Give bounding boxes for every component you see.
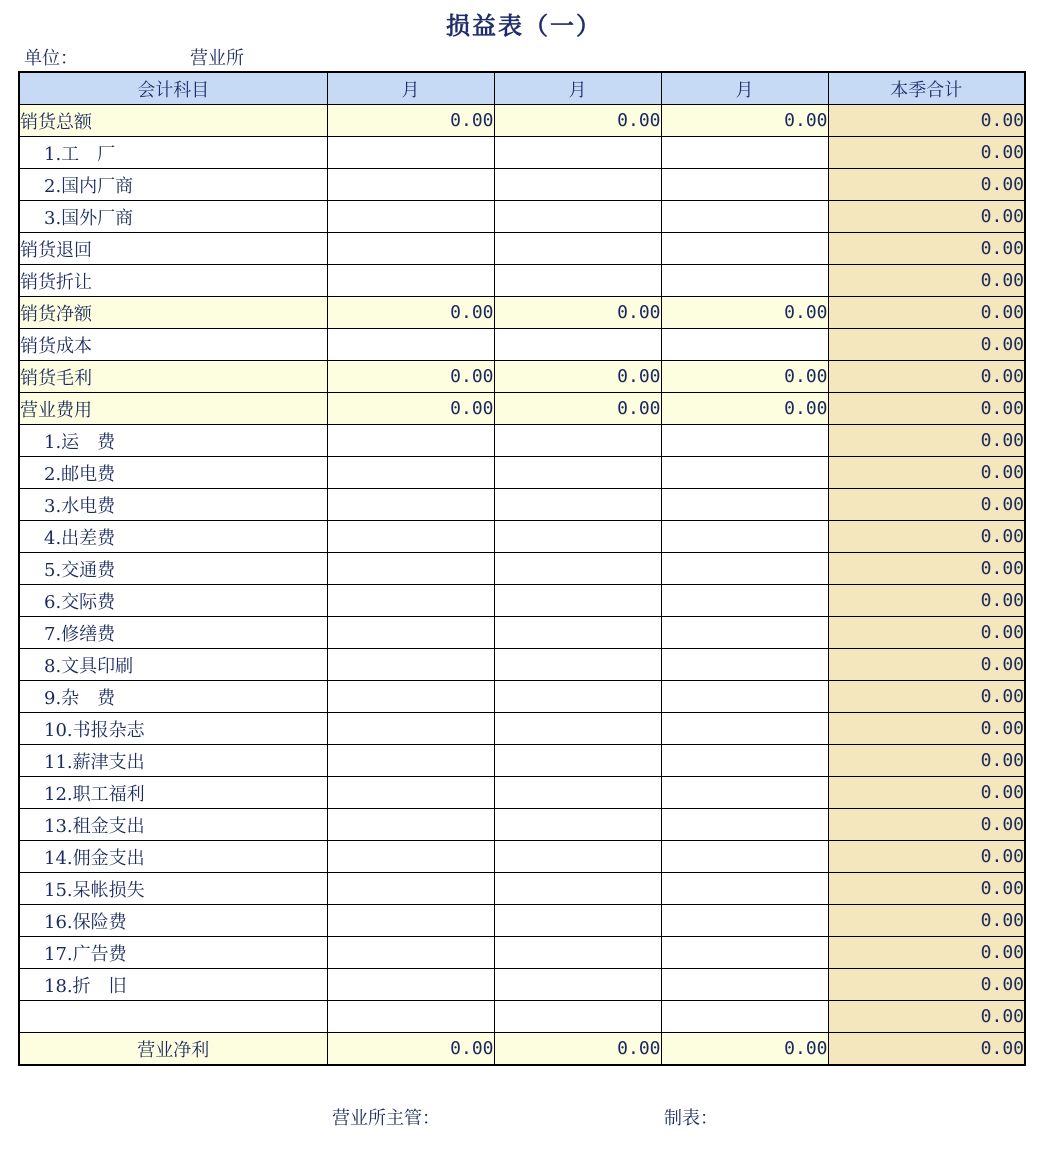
quarter-total-cell[interactable]: 0.00: [828, 361, 1025, 393]
month-2-cell[interactable]: [494, 713, 661, 745]
quarter-total-cell[interactable]: 0.00: [828, 1001, 1025, 1033]
preparer-signature-label: 制表：: [664, 1108, 718, 1129]
month-2-cell[interactable]: [494, 873, 661, 905]
month-3-cell[interactable]: [661, 457, 828, 489]
month-3-cell[interactable]: [661, 425, 828, 457]
table-row: [19, 617, 1025, 649]
month-2-cell[interactable]: 0.00: [494, 361, 661, 393]
account-cell[interactable]: 1.运 费: [19, 425, 327, 457]
header-quarter-total[interactable]: 本季合计: [828, 72, 1025, 105]
quarter-total-cell[interactable]: 0.00: [828, 233, 1025, 265]
month-2-cell[interactable]: 0.00: [494, 1033, 661, 1066]
quarter-total-cell[interactable]: 0.00: [828, 745, 1025, 777]
quarter-total-cell[interactable]: 0.00: [828, 777, 1025, 809]
quarter-total-cell[interactable]: 0.00: [828, 617, 1025, 649]
month-2-cell[interactable]: [494, 617, 661, 649]
quarter-total-cell[interactable]: 0.00: [828, 585, 1025, 617]
account-cell[interactable]: 2.邮电费: [19, 457, 327, 489]
quarter-total-cell[interactable]: 0.00: [828, 201, 1025, 233]
account-cell[interactable]: 3.国外厂商: [19, 201, 327, 233]
quarter-total-cell[interactable]: 0.00: [828, 265, 1025, 297]
account-cell[interactable]: 18.折 旧: [19, 969, 327, 1001]
month-1-cell[interactable]: [327, 489, 494, 521]
month-1-cell[interactable]: [327, 553, 494, 585]
header-month-2[interactable]: 月: [494, 72, 661, 105]
table-row: [19, 777, 1025, 809]
account-cell[interactable]: 营业费用: [19, 393, 327, 425]
month-1-cell[interactable]: [327, 937, 494, 969]
month-2-cell[interactable]: [494, 489, 661, 521]
month-2-cell[interactable]: [494, 777, 661, 809]
header-row: [19, 72, 1025, 105]
month-2-cell[interactable]: 0.00: [494, 297, 661, 329]
month-1-cell[interactable]: [327, 585, 494, 617]
table-row: [19, 585, 1025, 617]
table-row: [19, 137, 1025, 169]
month-2-cell[interactable]: 0.00: [494, 105, 661, 137]
manager-signature-label: 营业所主管：: [332, 1108, 440, 1129]
month-1-cell[interactable]: [327, 745, 494, 777]
table-body: [19, 105, 1025, 1066]
month-1-cell[interactable]: 0.00: [327, 1033, 494, 1066]
month-3-cell[interactable]: [661, 137, 828, 169]
quarter-total-cell[interactable]: 0.00: [828, 969, 1025, 1001]
account-cell[interactable]: 13.租金支出: [19, 809, 327, 841]
month-1-cell[interactable]: [327, 329, 494, 361]
account-cell[interactable]: 14.佣金支出: [19, 841, 327, 873]
quarter-total-cell[interactable]: 0.00: [828, 137, 1025, 169]
table-row: [19, 297, 1025, 329]
month-2-cell[interactable]: [494, 233, 661, 265]
month-2-cell[interactable]: [494, 553, 661, 585]
account-cell[interactable]: 9.杂 费: [19, 681, 327, 713]
table-row: [19, 169, 1025, 201]
month-2-cell[interactable]: [494, 169, 661, 201]
month-3-cell[interactable]: [661, 841, 828, 873]
account-cell[interactable]: 2.国内厂商: [19, 169, 327, 201]
quarter-total-cell[interactable]: 0.00: [828, 521, 1025, 553]
account-cell[interactable]: 销货成本: [19, 329, 327, 361]
table-row: [19, 745, 1025, 777]
account-cell[interactable]: 1.工 厂: [19, 137, 327, 169]
quarter-total-cell[interactable]: 0.00: [828, 105, 1025, 137]
account-cell[interactable]: 12.职工福利: [19, 777, 327, 809]
unit-label: 单位：: [24, 48, 78, 69]
month-2-cell[interactable]: [494, 649, 661, 681]
table-row: [19, 233, 1025, 265]
month-3-cell[interactable]: [661, 585, 828, 617]
account-cell[interactable]: 销货毛利: [19, 361, 327, 393]
month-1-cell[interactable]: [327, 425, 494, 457]
quarter-total-cell[interactable]: 0.00: [828, 489, 1025, 521]
month-2-cell[interactable]: [494, 265, 661, 297]
month-3-cell[interactable]: [661, 873, 828, 905]
quarter-total-cell[interactable]: 0.00: [828, 1033, 1025, 1066]
month-1-cell[interactable]: 0.00: [327, 361, 494, 393]
month-3-cell[interactable]: 0.00: [661, 105, 828, 137]
header-month-3[interactable]: 月: [661, 72, 828, 105]
header-account[interactable]: 会计科目: [19, 72, 327, 105]
month-1-cell[interactable]: [327, 873, 494, 905]
table-row: [19, 553, 1025, 585]
month-1-cell[interactable]: 0.00: [327, 297, 494, 329]
month-3-cell[interactable]: [661, 169, 828, 201]
account-cell[interactable]: 营业净利: [19, 1033, 327, 1066]
month-3-cell[interactable]: [661, 809, 828, 841]
unit-value: 营业所: [190, 48, 244, 69]
table-row: [19, 713, 1025, 745]
month-3-cell[interactable]: [661, 201, 828, 233]
account-cell[interactable]: 11.薪津支出: [19, 745, 327, 777]
month-1-cell[interactable]: [327, 201, 494, 233]
account-cell[interactable]: 7.修缮费: [19, 617, 327, 649]
quarter-total-cell[interactable]: 0.00: [828, 393, 1025, 425]
month-2-cell[interactable]: [494, 809, 661, 841]
quarter-total-cell[interactable]: 0.00: [828, 457, 1025, 489]
account-cell[interactable]: 3.水电费: [19, 489, 327, 521]
month-3-cell[interactable]: [661, 553, 828, 585]
account-cell[interactable]: 4.出差费: [19, 521, 327, 553]
month-2-cell[interactable]: 0.00: [494, 393, 661, 425]
table-row: [19, 969, 1025, 1001]
month-3-cell[interactable]: 0.00: [661, 297, 828, 329]
quarter-total-cell[interactable]: 0.00: [828, 329, 1025, 361]
table-row: [19, 905, 1025, 937]
table-row: [19, 521, 1025, 553]
month-3-cell[interactable]: [661, 489, 828, 521]
month-3-cell[interactable]: [661, 521, 828, 553]
table-row: [19, 937, 1025, 969]
account-cell[interactable]: [19, 1001, 327, 1033]
table-row: [19, 649, 1025, 681]
month-3-cell[interactable]: [661, 937, 828, 969]
table-row: [19, 873, 1025, 905]
table-row: [19, 841, 1025, 873]
month-1-cell[interactable]: [327, 681, 494, 713]
month-3-cell[interactable]: 0.00: [661, 1033, 828, 1066]
month-2-cell[interactable]: [494, 457, 661, 489]
month-3-cell[interactable]: [661, 649, 828, 681]
month-2-cell[interactable]: [494, 745, 661, 777]
income-statement-table: [18, 71, 1026, 1066]
table-row: [19, 1033, 1025, 1066]
page-title: 损益表（一）: [446, 11, 602, 40]
table-row: [19, 265, 1025, 297]
month-3-cell[interactable]: [661, 1001, 828, 1033]
month-1-cell[interactable]: [327, 233, 494, 265]
quarter-total-cell[interactable]: 0.00: [828, 681, 1025, 713]
account-cell[interactable]: 5.交通费: [19, 553, 327, 585]
table-row: [19, 489, 1025, 521]
account-cell[interactable]: 8.文具印刷: [19, 649, 327, 681]
month-1-cell[interactable]: [327, 137, 494, 169]
month-1-cell[interactable]: [327, 713, 494, 745]
table-row: [19, 105, 1025, 137]
month-2-cell[interactable]: [494, 841, 661, 873]
month-2-cell[interactable]: [494, 201, 661, 233]
month-3-cell[interactable]: [661, 969, 828, 1001]
month-1-cell[interactable]: [327, 841, 494, 873]
table-row: [19, 457, 1025, 489]
table-row: [19, 809, 1025, 841]
month-3-cell[interactable]: [661, 681, 828, 713]
month-2-cell[interactable]: [494, 425, 661, 457]
month-3-cell[interactable]: [661, 745, 828, 777]
quarter-total-cell[interactable]: 0.00: [828, 841, 1025, 873]
account-cell[interactable]: 销货净额: [19, 297, 327, 329]
quarter-total-cell[interactable]: 0.00: [828, 169, 1025, 201]
month-2-cell[interactable]: [494, 137, 661, 169]
table-row: [19, 201, 1025, 233]
month-3-cell[interactable]: 0.00: [661, 393, 828, 425]
table-row: [19, 681, 1025, 713]
month-2-cell[interactable]: [494, 937, 661, 969]
month-1-cell[interactable]: [327, 457, 494, 489]
month-1-cell[interactable]: [327, 169, 494, 201]
month-3-cell[interactable]: [661, 329, 828, 361]
month-3-cell[interactable]: [661, 905, 828, 937]
account-cell[interactable]: 6.交际费: [19, 585, 327, 617]
month-2-cell[interactable]: [494, 681, 661, 713]
account-cell[interactable]: 17.广告费: [19, 937, 327, 969]
month-1-cell[interactable]: [327, 809, 494, 841]
unit-row: [24, 44, 244, 70]
month-1-cell[interactable]: [327, 969, 494, 1001]
month-3-cell[interactable]: [661, 233, 828, 265]
month-2-cell[interactable]: [494, 521, 661, 553]
table-row: [19, 425, 1025, 457]
table-row: [19, 393, 1025, 425]
month-1-cell[interactable]: [327, 617, 494, 649]
month-2-cell[interactable]: [494, 585, 661, 617]
month-1-cell[interactable]: 0.00: [327, 393, 494, 425]
quarter-total-cell[interactable]: 0.00: [828, 937, 1025, 969]
quarter-total-cell[interactable]: 0.00: [828, 649, 1025, 681]
account-cell[interactable]: 销货总额: [19, 105, 327, 137]
account-cell[interactable]: 销货退回: [19, 233, 327, 265]
quarter-total-cell[interactable]: 0.00: [828, 713, 1025, 745]
month-2-cell[interactable]: [494, 1001, 661, 1033]
table-row: [19, 361, 1025, 393]
month-3-cell[interactable]: 0.00: [661, 361, 828, 393]
quarter-total-cell[interactable]: 0.00: [828, 425, 1025, 457]
month-1-cell[interactable]: [327, 649, 494, 681]
table-row: [19, 1001, 1025, 1033]
account-cell[interactable]: 15.呆帐损失: [19, 873, 327, 905]
month-1-cell[interactable]: [327, 521, 494, 553]
quarter-total-cell[interactable]: 0.00: [828, 297, 1025, 329]
month-1-cell[interactable]: [327, 1001, 494, 1033]
month-3-cell[interactable]: [661, 777, 828, 809]
month-1-cell[interactable]: [327, 777, 494, 809]
month-3-cell[interactable]: [661, 265, 828, 297]
account-cell[interactable]: 16.保险费: [19, 905, 327, 937]
month-1-cell[interactable]: [327, 905, 494, 937]
quarter-total-cell[interactable]: 0.00: [828, 873, 1025, 905]
month-2-cell[interactable]: [494, 969, 661, 1001]
account-cell[interactable]: 销货折让: [19, 265, 327, 297]
account-cell[interactable]: 10.书报杂志: [19, 713, 327, 745]
month-1-cell[interactable]: [327, 265, 494, 297]
month-3-cell[interactable]: [661, 713, 828, 745]
month-2-cell[interactable]: [494, 905, 661, 937]
month-1-cell[interactable]: 0.00: [327, 105, 494, 137]
header-month-1[interactable]: 月: [327, 72, 494, 105]
month-3-cell[interactable]: [661, 617, 828, 649]
month-2-cell[interactable]: [494, 329, 661, 361]
table-row: [19, 329, 1025, 361]
quarter-total-cell[interactable]: 0.00: [828, 809, 1025, 841]
quarter-total-cell[interactable]: 0.00: [828, 553, 1025, 585]
quarter-total-cell[interactable]: 0.00: [828, 905, 1025, 937]
